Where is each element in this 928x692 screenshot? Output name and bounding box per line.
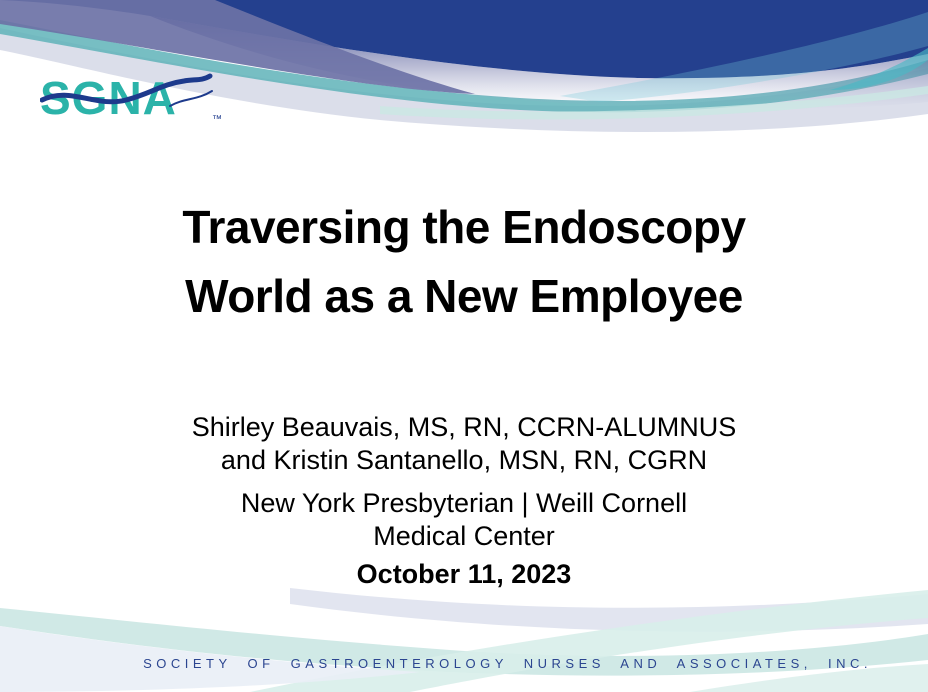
author-line-2: and Kristin Santanello, MSN, RN, CGRN — [220, 445, 708, 475]
presentation-date: October 11, 2023 — [356, 559, 572, 589]
footer-wave-graphic — [0, 582, 928, 692]
organization-line-2: Medical Center — [373, 521, 555, 551]
organization-line-1: New York Presbyterian | Weill Cornell — [240, 488, 688, 518]
sgna-logo-text: SGNA — [40, 72, 177, 124]
title-line-2: World as a New Employee — [185, 270, 743, 322]
sgna-logo — [40, 70, 230, 128]
logo-trademark: ™ — [212, 114, 222, 125]
author-line-1: Shirley Beauvais, MS, RN, CCRN-ALUMNUS — [191, 412, 737, 442]
slide-title — [0, 193, 928, 331]
authors — [0, 411, 928, 477]
organization — [0, 487, 928, 553]
title-line-1: Traversing the Endoscopy — [182, 201, 746, 253]
footer-society-text: SOCIETY OF GASTROENTEROLOGY NURSES AND ASSOCIATES, INC. — [143, 656, 872, 671]
